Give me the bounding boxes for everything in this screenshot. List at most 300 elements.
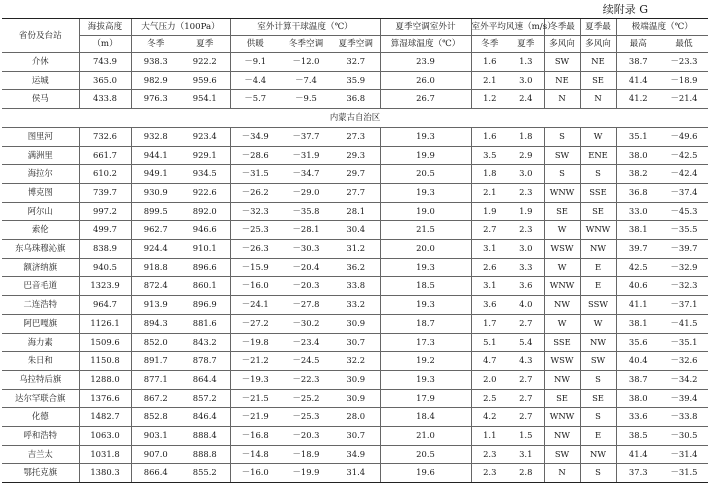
extreme-min-cell: －33.8: [660, 408, 708, 427]
table-row: [2, 427, 708, 446]
dry-heating-cell: －19.3: [230, 370, 280, 389]
wind-summer-cell: 1.9: [508, 202, 544, 221]
pressure-summer-cell: 934.5: [180, 165, 230, 184]
dry-summer-ac-cell: 36.8: [332, 90, 380, 109]
dry-winter-ac-cell: －18.9: [280, 445, 332, 464]
header-pressure: 大气压力（100Pa）: [131, 19, 230, 36]
summer-direction-cell: S: [580, 370, 616, 389]
wind-summer-cell: 4.3: [508, 352, 544, 371]
dry-heating-cell: －26.2: [230, 183, 280, 202]
altitude-cell: 610.2: [79, 165, 131, 184]
extreme-min-cell: －42.5: [660, 146, 708, 165]
dry-winter-ac-cell: －9.5: [280, 90, 332, 109]
wind-summer-cell: 1.8: [508, 127, 544, 146]
dry-heating-cell: －15.9: [230, 258, 280, 277]
summer-direction-cell: NW: [580, 240, 616, 259]
dry-winter-ac-cell: －29.0: [280, 183, 332, 202]
pressure-winter-cell: 852.0: [131, 333, 180, 352]
header-altitude: 海拔高度: [79, 19, 131, 36]
summer-direction-cell: W: [580, 314, 616, 333]
wind-winter-cell: 3.1: [471, 240, 508, 259]
station-name: 介休: [2, 53, 79, 72]
header-row-top: [2, 19, 708, 36]
table-row: [2, 90, 708, 109]
station-name: 东乌珠穆沁旗: [2, 240, 79, 259]
summer-direction-cell: E: [580, 277, 616, 296]
summer-direction-cell: W: [580, 127, 616, 146]
dry-winter-ac-cell: －7.4: [280, 71, 332, 90]
summer-direction-cell: N: [580, 90, 616, 109]
wind-winter-cell: 4.7: [471, 352, 508, 371]
station-name: 阿尔山: [2, 202, 79, 221]
wet-bulb-cell: 19.2: [380, 352, 471, 371]
dry-heating-cell: －5.7: [230, 90, 280, 109]
header-wind-summer: 夏季: [508, 36, 544, 53]
altitude-cell: 1376.6: [79, 389, 131, 408]
dry-winter-ac-cell: －12.0: [280, 53, 332, 72]
dry-winter-ac-cell: －25.2: [280, 389, 332, 408]
dry-winter-ac-cell: －28.1: [280, 221, 332, 240]
extreme-max-cell: 33.6: [616, 408, 660, 427]
wind-winter-cell: 1.7: [471, 314, 508, 333]
extreme-max-cell: 42.5: [616, 258, 660, 277]
wind-summer-cell: 3.0: [508, 165, 544, 184]
winter-direction-cell: SW: [544, 445, 580, 464]
wind-summer-cell: 1.3: [508, 53, 544, 72]
extreme-min-cell: －35.5: [660, 221, 708, 240]
pressure-winter-cell: 949.1: [131, 165, 180, 184]
dry-heating-cell: －4.4: [230, 71, 280, 90]
region-row: [2, 109, 708, 128]
wind-summer-cell: 2.7: [508, 370, 544, 389]
header-extreme-min: 最低: [660, 36, 708, 53]
dry-heating-cell: －14.8: [230, 445, 280, 464]
pressure-winter-cell: 872.4: [131, 277, 180, 296]
dry-summer-ac-cell: 30.9: [332, 370, 380, 389]
altitude-cell: 365.0: [79, 71, 131, 90]
station-name: 图里河: [2, 127, 79, 146]
pressure-winter-cell: 938.3: [131, 53, 180, 72]
wind-winter-cell: 1.2: [471, 90, 508, 109]
dry-heating-cell: －21.5: [230, 389, 280, 408]
wet-bulb-cell: 18.5: [380, 277, 471, 296]
table-row: [2, 258, 708, 277]
extreme-max-cell: 41.1: [616, 296, 660, 315]
dry-summer-ac-cell: 28.0: [332, 408, 380, 427]
header-pressure-winter: 冬季: [131, 36, 180, 53]
altitude-cell: 1288.0: [79, 370, 131, 389]
dry-winter-ac-cell: －20.4: [280, 258, 332, 277]
dry-summer-ac-cell: 33.8: [332, 277, 380, 296]
dry-heating-cell: －19.8: [230, 333, 280, 352]
pressure-winter-cell: 903.1: [131, 427, 180, 446]
wind-summer-cell: 1.5: [508, 427, 544, 446]
pressure-winter-cell: 891.7: [131, 352, 180, 371]
dry-summer-ac-cell: 27.7: [332, 183, 380, 202]
summer-direction-cell: ENE: [580, 146, 616, 165]
wet-bulb-cell: 19.6: [380, 464, 471, 483]
header-wet-temp-line1: 夏季空调室外计: [380, 19, 471, 36]
wind-summer-cell: 4.0: [508, 296, 544, 315]
summer-direction-cell: SSW: [580, 296, 616, 315]
station-name: 海力素: [2, 333, 79, 352]
winter-direction-cell: WNW: [544, 277, 580, 296]
dry-summer-ac-cell: 36.2: [332, 258, 380, 277]
station-name: 侯马: [2, 90, 79, 109]
station-name: 博克图: [2, 183, 79, 202]
pressure-winter-cell: 894.3: [131, 314, 180, 333]
station-name: 索伦: [2, 221, 79, 240]
station-name: 朱日和: [2, 352, 79, 371]
dry-summer-ac-cell: 32.2: [332, 352, 380, 371]
extreme-max-cell: 40.6: [616, 277, 660, 296]
wet-bulb-cell: 19.3: [380, 258, 471, 277]
table-row: [2, 71, 708, 90]
dry-winter-ac-cell: －35.8: [280, 202, 332, 221]
dry-heating-cell: －16.0: [230, 277, 280, 296]
altitude-cell: 940.5: [79, 258, 131, 277]
extreme-max-cell: 33.0: [616, 202, 660, 221]
dry-summer-ac-cell: 30.9: [332, 314, 380, 333]
wind-summer-cell: 5.4: [508, 333, 544, 352]
pressure-winter-cell: 899.5: [131, 202, 180, 221]
summer-direction-cell: NW: [580, 445, 616, 464]
altitude-cell: 1031.8: [79, 445, 131, 464]
header-extreme-max: 最高: [616, 36, 660, 53]
pressure-winter-cell: 852.8: [131, 408, 180, 427]
dry-heating-cell: －34.9: [230, 127, 280, 146]
pressure-winter-cell: 866.4: [131, 464, 180, 483]
wet-bulb-cell: 20.5: [380, 445, 471, 464]
table-row: [2, 296, 708, 315]
extreme-min-cell: －49.6: [660, 127, 708, 146]
dry-summer-ac-cell: 27.3: [332, 127, 380, 146]
altitude-cell: 1150.8: [79, 352, 131, 371]
header-extreme: 极端温度（℃）: [616, 19, 708, 36]
altitude-cell: 1126.1: [79, 314, 131, 333]
wind-winter-cell: 2.1: [471, 71, 508, 90]
wet-bulb-cell: 19.3: [380, 296, 471, 315]
dry-heating-cell: －25.3: [230, 221, 280, 240]
extreme-min-cell: －35.1: [660, 333, 708, 352]
station-name: 运城: [2, 71, 79, 90]
dry-winter-ac-cell: －31.9: [280, 146, 332, 165]
wind-winter-cell: 2.1: [471, 183, 508, 202]
extreme-max-cell: 41.4: [616, 445, 660, 464]
extreme-min-cell: －30.5: [660, 427, 708, 446]
extreme-max-cell: 35.1: [616, 127, 660, 146]
altitude-cell: 1380.3: [79, 464, 131, 483]
summer-direction-cell: SW: [580, 352, 616, 371]
table-row: [2, 445, 708, 464]
header-summer-dir-line2: 多风向: [580, 36, 616, 53]
summer-direction-cell: E: [580, 427, 616, 446]
wet-bulb-cell: 19.3: [380, 370, 471, 389]
winter-direction-cell: N: [544, 464, 580, 483]
altitude-cell: 1509.6: [79, 333, 131, 352]
wind-summer-cell: 2.3: [508, 221, 544, 240]
header-winter-dir-line2: 多风向: [544, 36, 580, 53]
dry-heating-cell: －28.6: [230, 146, 280, 165]
extreme-max-cell: 38.2: [616, 165, 660, 184]
dry-heating-cell: －9.1: [230, 53, 280, 72]
station-name: 巴音毛道: [2, 277, 79, 296]
summer-direction-cell: SE: [580, 202, 616, 221]
extreme-min-cell: －32.9: [660, 258, 708, 277]
winter-direction-cell: SW: [544, 53, 580, 72]
header-wind-speed: 室外平均风速（m/s）: [471, 19, 544, 36]
wind-summer-cell: 3.1: [508, 445, 544, 464]
wind-summer-cell: 2.7: [508, 408, 544, 427]
station-name: 鄂托克旗: [2, 464, 79, 483]
altitude-cell: 997.2: [79, 202, 131, 221]
region-name: 内蒙古自治区: [2, 109, 708, 128]
pressure-winter-cell: 913.9: [131, 296, 180, 315]
extreme-max-cell: 38.1: [616, 314, 660, 333]
extreme-min-cell: －42.4: [660, 165, 708, 184]
summer-direction-cell: SE: [580, 389, 616, 408]
station-name: 额济纳旗: [2, 258, 79, 277]
header-wet-temp-line2: 算湿球温度（℃）: [380, 36, 471, 53]
dry-winter-ac-cell: －22.3: [280, 370, 332, 389]
wind-summer-cell: 2.9: [508, 146, 544, 165]
wind-winter-cell: 1.1: [471, 427, 508, 446]
dry-winter-ac-cell: －23.4: [280, 333, 332, 352]
pressure-winter-cell: 918.8: [131, 258, 180, 277]
extreme-min-cell: －34.2: [660, 370, 708, 389]
pressure-summer-cell: 855.2: [180, 464, 230, 483]
dry-heating-cell: －32.3: [230, 202, 280, 221]
station-name: 满洲里: [2, 146, 79, 165]
winter-direction-cell: W: [544, 314, 580, 333]
extreme-min-cell: －39.7: [660, 240, 708, 259]
station-name: 二连浩特: [2, 296, 79, 315]
wind-winter-cell: 2.6: [471, 258, 508, 277]
table-row: [2, 221, 708, 240]
winter-direction-cell: S: [544, 127, 580, 146]
dry-summer-ac-cell: 30.7: [332, 427, 380, 446]
winter-direction-cell: WSW: [544, 240, 580, 259]
dry-heating-cell: －16.8: [230, 427, 280, 446]
dry-summer-ac-cell: 30.7: [332, 333, 380, 352]
winter-direction-cell: SE: [544, 202, 580, 221]
dry-summer-ac-cell: 31.4: [332, 464, 380, 483]
table-row: [2, 53, 708, 72]
wind-winter-cell: 2.5: [471, 389, 508, 408]
station-name: 阿巴嘎旗: [2, 314, 79, 333]
summer-direction-cell: E: [580, 258, 616, 277]
table-row: [2, 165, 708, 184]
wet-bulb-cell: 21.0: [380, 427, 471, 446]
dry-summer-ac-cell: 29.3: [332, 146, 380, 165]
wet-bulb-cell: 26.0: [380, 71, 471, 90]
pressure-summer-cell: 878.7: [180, 352, 230, 371]
dry-heating-cell: －21.2: [230, 352, 280, 371]
wind-winter-cell: 5.1: [471, 333, 508, 352]
table-row: [2, 240, 708, 259]
pressure-winter-cell: 877.1: [131, 370, 180, 389]
pressure-summer-cell: 888.4: [180, 427, 230, 446]
extreme-max-cell: 38.5: [616, 427, 660, 446]
wet-bulb-cell: 19.0: [380, 202, 471, 221]
header-station: 省份及台站: [2, 19, 79, 53]
dry-winter-ac-cell: －34.7: [280, 165, 332, 184]
pressure-summer-cell: 896.9: [180, 296, 230, 315]
extreme-max-cell: 41.2: [616, 90, 660, 109]
wind-winter-cell: 2.7: [471, 221, 508, 240]
table-row: [2, 352, 708, 371]
extreme-max-cell: 36.8: [616, 183, 660, 202]
extreme-min-cell: －39.4: [660, 389, 708, 408]
pressure-summer-cell: 910.1: [180, 240, 230, 259]
header-row-bottom: [2, 36, 708, 53]
table-row: [2, 464, 708, 483]
extreme-min-cell: －45.3: [660, 202, 708, 221]
wet-bulb-cell: 19.3: [380, 127, 471, 146]
wet-bulb-cell: 17.3: [380, 333, 471, 352]
altitude-cell: 739.7: [79, 183, 131, 202]
extreme-max-cell: 35.6: [616, 333, 660, 352]
appendix-label: 续附录 G: [602, 3, 648, 16]
wind-summer-cell: 2.3: [508, 183, 544, 202]
dry-summer-ac-cell: 29.7: [332, 165, 380, 184]
winter-direction-cell: NW: [544, 427, 580, 446]
summer-direction-cell: S: [580, 408, 616, 427]
wind-summer-cell: 3.0: [508, 240, 544, 259]
wet-bulb-cell: 19.9: [380, 146, 471, 165]
station-name: 达尔罕联合旗: [2, 389, 79, 408]
header-dry-temp: 室外计算干球温度（℃）: [230, 19, 380, 36]
dry-summer-ac-cell: 30.4: [332, 221, 380, 240]
pressure-winter-cell: 944.1: [131, 146, 180, 165]
winter-direction-cell: S: [544, 165, 580, 184]
summer-direction-cell: S: [580, 464, 616, 483]
summer-direction-cell: WNW: [580, 221, 616, 240]
winter-direction-cell: W: [544, 221, 580, 240]
extreme-max-cell: 37.3: [616, 464, 660, 483]
summer-direction-cell: S: [580, 165, 616, 184]
dry-summer-ac-cell: 31.2: [332, 240, 380, 259]
extreme-min-cell: －37.4: [660, 183, 708, 202]
pressure-winter-cell: 932.8: [131, 127, 180, 146]
wet-bulb-cell: 20.0: [380, 240, 471, 259]
station-name: 化德: [2, 408, 79, 427]
winter-direction-cell: WNW: [544, 408, 580, 427]
winter-direction-cell: SE: [544, 389, 580, 408]
dry-heating-cell: －21.9: [230, 408, 280, 427]
pressure-summer-cell: 896.6: [180, 258, 230, 277]
pressure-summer-cell: 864.4: [180, 370, 230, 389]
extreme-min-cell: －21.4: [660, 90, 708, 109]
header-winter-dir-line1: 冬季最: [544, 19, 580, 36]
dry-summer-ac-cell: 33.2: [332, 296, 380, 315]
table-row: [2, 408, 708, 427]
pressure-summer-cell: 888.8: [180, 445, 230, 464]
summer-direction-cell: NE: [580, 53, 616, 72]
wet-bulb-cell: 19.3: [380, 183, 471, 202]
dry-winter-ac-cell: －37.7: [280, 127, 332, 146]
extreme-max-cell: 38.0: [616, 389, 660, 408]
header-dry-winter-ac: 冬季空调: [280, 36, 332, 53]
wind-winter-cell: 2.3: [471, 464, 508, 483]
dry-heating-cell: －16.0: [230, 464, 280, 483]
pressure-winter-cell: 924.4: [131, 240, 180, 259]
extreme-min-cell: －31.5: [660, 464, 708, 483]
table-row: [2, 277, 708, 296]
pressure-summer-cell: 929.1: [180, 146, 230, 165]
wind-winter-cell: 2.0: [471, 370, 508, 389]
station-name: 乌拉特后旗: [2, 370, 79, 389]
dry-winter-ac-cell: －20.3: [280, 427, 332, 446]
wet-bulb-cell: 21.5: [380, 221, 471, 240]
extreme-max-cell: 41.4: [616, 71, 660, 90]
wet-bulb-cell: 18.7: [380, 314, 471, 333]
pressure-winter-cell: 867.2: [131, 389, 180, 408]
table-row: [2, 183, 708, 202]
wind-summer-cell: 3.6: [508, 277, 544, 296]
winter-direction-cell: N: [544, 90, 580, 109]
extreme-max-cell: 38.7: [616, 53, 660, 72]
dry-heating-cell: －27.2: [230, 314, 280, 333]
table-row: [2, 389, 708, 408]
table-row: [2, 370, 708, 389]
wind-winter-cell: 3.6: [471, 296, 508, 315]
header-pressure-summer: 夏季: [180, 36, 230, 53]
pressure-winter-cell: 907.0: [131, 445, 180, 464]
extreme-max-cell: 39.7: [616, 240, 660, 259]
wind-summer-cell: 2.4: [508, 90, 544, 109]
dry-summer-ac-cell: 34.9: [332, 445, 380, 464]
extreme-max-cell: 38.0: [616, 146, 660, 165]
extreme-min-cell: －32.3: [660, 277, 708, 296]
dry-summer-ac-cell: 28.1: [332, 202, 380, 221]
wind-winter-cell: 3.5: [471, 146, 508, 165]
pressure-winter-cell: 930.9: [131, 183, 180, 202]
table-row: [2, 314, 708, 333]
wet-bulb-cell: 20.5: [380, 165, 471, 184]
pressure-winter-cell: 976.3: [131, 90, 180, 109]
extreme-max-cell: 38.1: [616, 221, 660, 240]
station-name: 吉兰太: [2, 445, 79, 464]
table-row: [2, 146, 708, 165]
wet-bulb-cell: 17.9: [380, 389, 471, 408]
extreme-min-cell: －37.1: [660, 296, 708, 315]
extreme-min-cell: －18.9: [660, 71, 708, 90]
winter-direction-cell: WNW: [544, 183, 580, 202]
pressure-summer-cell: 881.6: [180, 314, 230, 333]
wind-winter-cell: 4.2: [471, 408, 508, 427]
table-row: [2, 127, 708, 146]
dry-summer-ac-cell: 30.9: [332, 389, 380, 408]
winter-direction-cell: SSE: [544, 333, 580, 352]
wind-summer-cell: 3.3: [508, 258, 544, 277]
altitude-cell: 964.7: [79, 296, 131, 315]
dry-winter-ac-cell: －30.2: [280, 314, 332, 333]
wind-winter-cell: 1.6: [471, 127, 508, 146]
header-dry-summer-ac: 夏季空调: [332, 36, 380, 53]
extreme-min-cell: －41.5: [660, 314, 708, 333]
altitude-cell: 732.6: [79, 127, 131, 146]
pressure-winter-cell: 962.7: [131, 221, 180, 240]
pressure-summer-cell: 922.2: [180, 53, 230, 72]
header-altitude-unit: （m）: [79, 36, 131, 53]
altitude-cell: 499.7: [79, 221, 131, 240]
wet-bulb-cell: 18.4: [380, 408, 471, 427]
dry-summer-ac-cell: 35.9: [332, 71, 380, 90]
pressure-summer-cell: 843.2: [180, 333, 230, 352]
wind-winter-cell: 1.6: [471, 53, 508, 72]
wind-summer-cell: 2.7: [508, 314, 544, 333]
